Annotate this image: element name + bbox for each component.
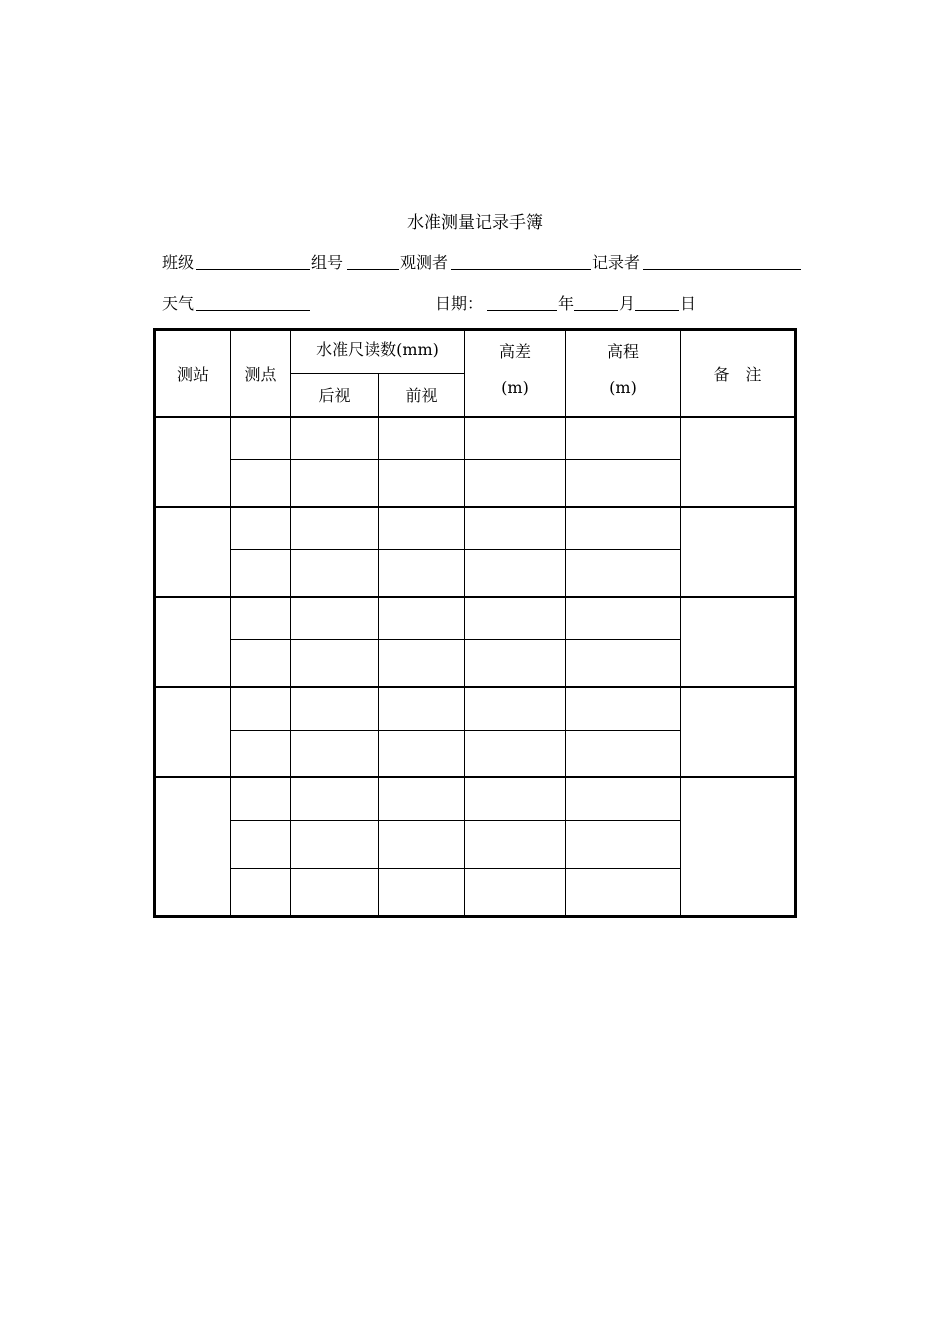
remarks-cell[interactable] [681,687,796,777]
header-height-diff-label: 高差 [498,342,531,361]
backsight-cell[interactable] [291,777,379,820]
elevation-cell[interactable] [566,820,681,868]
backsight-cell[interactable] [291,597,379,640]
foresight-cell[interactable] [379,640,465,687]
weather-label: 天气 [162,294,195,313]
elevation-cell[interactable] [566,597,681,640]
foresight-cell[interactable] [379,597,465,640]
point-cell[interactable] [231,550,291,597]
header-height-diff-unit: (m) [501,378,529,397]
form-title: 水准测量记录手簿 [407,213,543,233]
elevation-cell[interactable] [566,868,681,916]
header-remarks: 备 注 [681,330,796,417]
group-label: 组号 [311,253,344,272]
foresight-cell[interactable] [379,820,465,868]
backsight-cell[interactable] [291,417,379,460]
backsight-cell[interactable] [291,550,379,597]
month-blank[interactable] [574,310,618,311]
header-station: 测站 [155,330,231,417]
point-cell[interactable] [231,868,291,916]
header-foresight: 前视 [379,374,465,417]
backsight-cell[interactable] [291,460,379,507]
remarks-cell[interactable] [681,777,796,916]
remarks-cell[interactable] [681,417,796,507]
recorder-label: 记录者 [592,253,641,272]
height-diff-cell[interactable] [465,730,566,777]
foresight-cell[interactable] [379,687,465,730]
backsight-cell[interactable] [291,868,379,916]
foresight-cell[interactable] [379,730,465,777]
group-blank[interactable] [347,269,399,270]
height-diff-cell[interactable] [465,687,566,730]
elevation-cell[interactable] [566,507,681,550]
height-diff-cell[interactable] [465,777,566,820]
header-point: 测点 [231,330,291,417]
header-elevation-label: 高程 [606,342,639,361]
backsight-cell[interactable] [291,730,379,777]
day-label: 日 [680,294,697,313]
point-cell[interactable] [231,730,291,777]
height-diff-cell[interactable] [465,417,566,460]
height-diff-cell[interactable] [465,550,566,597]
backsight-cell[interactable] [291,640,379,687]
leveling-record-table [153,328,797,918]
station-cell[interactable] [155,777,231,916]
year-blank[interactable] [487,310,557,311]
elevation-cell[interactable] [566,460,681,507]
remarks-cell[interactable] [681,507,796,597]
elevation-cell[interactable] [566,640,681,687]
point-cell[interactable] [231,777,291,820]
point-cell[interactable] [231,507,291,550]
height-diff-cell[interactable] [465,868,566,916]
observer-label: 观测者 [400,253,449,272]
height-diff-cell[interactable] [465,460,566,507]
elevation-cell[interactable] [566,777,681,820]
height-diff-cell[interactable] [465,507,566,550]
point-cell[interactable] [231,597,291,640]
foresight-cell[interactable] [379,417,465,460]
foresight-cell[interactable] [379,460,465,507]
elevation-cell[interactable] [566,550,681,597]
elevation-cell[interactable] [566,417,681,460]
header-backsight: 后视 [291,374,379,417]
height-diff-cell[interactable] [465,820,566,868]
foresight-cell[interactable] [379,507,465,550]
foresight-cell[interactable] [379,868,465,916]
station-cell[interactable] [155,507,231,597]
date-label: 日期： [435,294,484,313]
year-label: 年 [558,294,575,313]
header-elevation-unit: (m) [609,378,637,397]
month-label: 月 [619,294,636,313]
foresight-cell[interactable] [379,777,465,820]
station-cell[interactable] [155,687,231,777]
point-cell[interactable] [231,687,291,730]
day-blank[interactable] [635,310,679,311]
height-diff-cell[interactable] [465,597,566,640]
weather-blank[interactable] [196,310,310,311]
station-cell[interactable] [155,417,231,507]
station-cell[interactable] [155,597,231,687]
elevation-cell[interactable] [566,687,681,730]
backsight-cell[interactable] [291,820,379,868]
class-label: 班级 [162,253,195,272]
class-blank[interactable] [196,269,310,270]
backsight-cell[interactable] [291,687,379,730]
point-cell[interactable] [231,460,291,507]
backsight-cell[interactable] [291,507,379,550]
header-elevation [566,330,681,417]
height-diff-cell[interactable] [465,640,566,687]
point-cell[interactable] [231,417,291,460]
header-rod-reading: 水准尺读数(mm) [291,330,465,374]
point-cell[interactable] [231,640,291,687]
header-height-diff [465,330,566,417]
observer-blank[interactable] [451,269,591,270]
recorder-blank[interactable] [643,269,801,270]
remarks-cell[interactable] [681,597,796,687]
foresight-cell[interactable] [379,550,465,597]
elevation-cell[interactable] [566,730,681,777]
point-cell[interactable] [231,820,291,868]
